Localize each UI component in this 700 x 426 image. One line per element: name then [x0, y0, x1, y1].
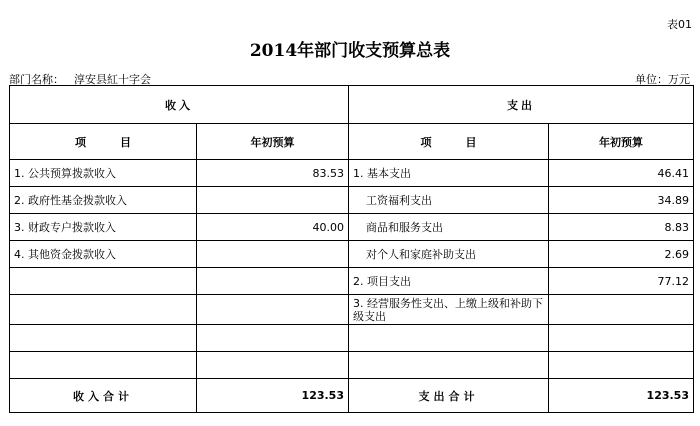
expense-budget-column-header: 年初预算 — [549, 124, 694, 160]
table-number: 表01 — [667, 18, 692, 31]
department-name: 淳安县紅十字会 — [74, 73, 151, 86]
income-item-column-header — [10, 124, 197, 160]
income-total-label: 收入合计 — [10, 379, 197, 413]
income-value — [197, 295, 349, 325]
income-item: 3. 财政专户拨款收入 — [10, 214, 197, 241]
table-row — [10, 187, 694, 214]
income-value: 83.53 — [197, 160, 349, 187]
expense-item — [349, 325, 549, 352]
column-header-row — [10, 124, 694, 160]
expense-item: 商品和服务支出 — [349, 214, 549, 241]
expense-item: 3. 经营服务性支出、上缴上级和补助下级支出 — [349, 295, 549, 325]
expense-item: 2. 项目支出 — [349, 268, 549, 295]
income-item — [10, 352, 197, 379]
expense-value: 34.89 — [549, 187, 694, 214]
expense-section-header: 支出 — [349, 86, 694, 124]
expense-value: 2.69 — [549, 241, 694, 268]
income-value — [197, 187, 349, 214]
page-title: 2014年部门收支预算总表 — [249, 41, 451, 61]
table-row — [10, 325, 694, 352]
expense-value — [549, 295, 694, 325]
item-head-char-1: 项 — [75, 135, 86, 149]
section-header-row — [10, 86, 694, 124]
expense-value: 46.41 — [549, 160, 694, 187]
income-value: 40.00 — [197, 214, 349, 241]
expense-item-column-header — [349, 124, 549, 160]
income-section-header: 收入 — [10, 86, 349, 124]
expense-value: 77.12 — [549, 268, 694, 295]
income-item: 1. 公共预算拨款收入 — [10, 160, 197, 187]
table-row — [10, 295, 694, 325]
item-head-char-2: 目 — [120, 135, 131, 149]
unit-label: 单位：万元 — [635, 73, 690, 86]
expense-total-value: 123.53 — [549, 379, 694, 413]
table-row — [10, 241, 694, 268]
income-item: 2. 政府性基金拨款收入 — [10, 187, 197, 214]
department-label: 部门名称： — [9, 73, 64, 86]
expense-value — [549, 325, 694, 352]
expense-item: 1. 基本支出 — [349, 160, 549, 187]
income-item — [10, 268, 197, 295]
income-item — [10, 325, 197, 352]
expense-total-label: 支出合计 — [349, 379, 549, 413]
expense-item — [349, 352, 549, 379]
income-value — [197, 352, 349, 379]
budget-summary-table — [9, 85, 694, 413]
table-row — [10, 268, 694, 295]
expense-item: 工资福利支出 — [349, 187, 549, 214]
total-row — [10, 379, 694, 413]
table-row — [10, 214, 694, 241]
expense-item: 对个人和家庭补助支出 — [349, 241, 549, 268]
income-value — [197, 241, 349, 268]
expense-value: 8.83 — [549, 214, 694, 241]
income-item — [10, 295, 197, 325]
table-row — [10, 352, 694, 379]
item-head-char-2: 目 — [465, 135, 477, 149]
income-value — [197, 268, 349, 295]
income-budget-column-header: 年初预算 — [197, 124, 349, 160]
income-value — [197, 325, 349, 352]
income-total-value: 123.53 — [197, 379, 349, 413]
expense-value — [549, 352, 694, 379]
item-head-char-1: 项 — [420, 135, 432, 149]
income-item: 4. 其他资金拨款收入 — [10, 241, 197, 268]
table-row — [10, 160, 694, 187]
